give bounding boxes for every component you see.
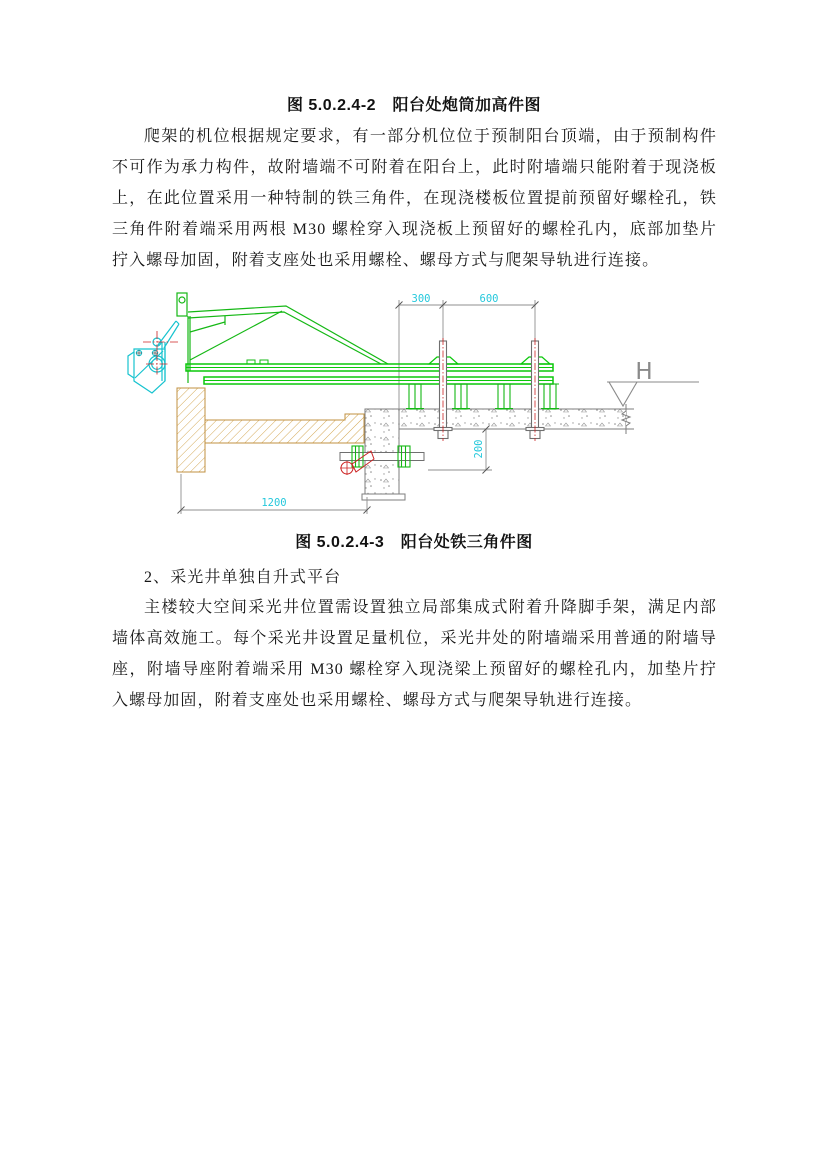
bracket-bolt-crosses: [136, 350, 158, 356]
guide-rail-bracket: [128, 321, 179, 393]
scaffold-base-beams: [186, 364, 553, 384]
figure1-caption: 图 5.0.2.4-2 阳台处炮筒加高件图: [286, 97, 542, 114]
paragraph-1: 爬架的机位根据规定要求，有一部分机位位于预制阳台顶端，由于预制构件不可作为承力构件，故附墙端不可附着在阳台上，此时附墙端只能附着于现浇板上，在此位置采用一种特制的铁三角件，在现浇楼板位置提前预留好螺栓孔，铁三角件附着端采用两根 M30 螺栓穿入现浇板上预留好的螺栓孔内，底部加垫片拧入螺母加固，附着支座处也采用螺栓、螺母方式与爬架导轨进行连接。: [112, 128, 717, 269]
level-label: H: [635, 359, 653, 385]
dimension-lines: [178, 300, 539, 514]
dim-label-300: 300: [411, 293, 431, 305]
level-mark: [607, 382, 699, 406]
balcony-iron-triangle-drawing: [125, 288, 705, 520]
dim-label-200: 200: [473, 439, 485, 459]
balcony-wall-hatched: [177, 388, 364, 472]
figure-technical-drawing: [125, 288, 705, 520]
dim-label-1200: 1200: [261, 497, 287, 509]
subheading-2: 2、采光井单独自升式平台: [144, 569, 342, 586]
scaffold-truss: [177, 293, 550, 383]
dim-label-600: 600: [479, 293, 499, 305]
paragraph-2: 主楼较大空间采光井位置需设置独立局部集成式附着升降脚手架，满足内部墙体高效施工。每个采光井设置足量机位，采光井处的附墙端采用普通的附墙导座，附墙导座附着端采用 M30 螺栓穿入现浇梁上预留好的螺栓孔内，加垫片拧入螺母加固，附着支座处也采用螺栓、螺母方式与爬架导轨进行连接。: [112, 599, 717, 709]
figure2-caption: 图 5.0.2.4-3 阳台处铁三角件图: [295, 534, 533, 551]
